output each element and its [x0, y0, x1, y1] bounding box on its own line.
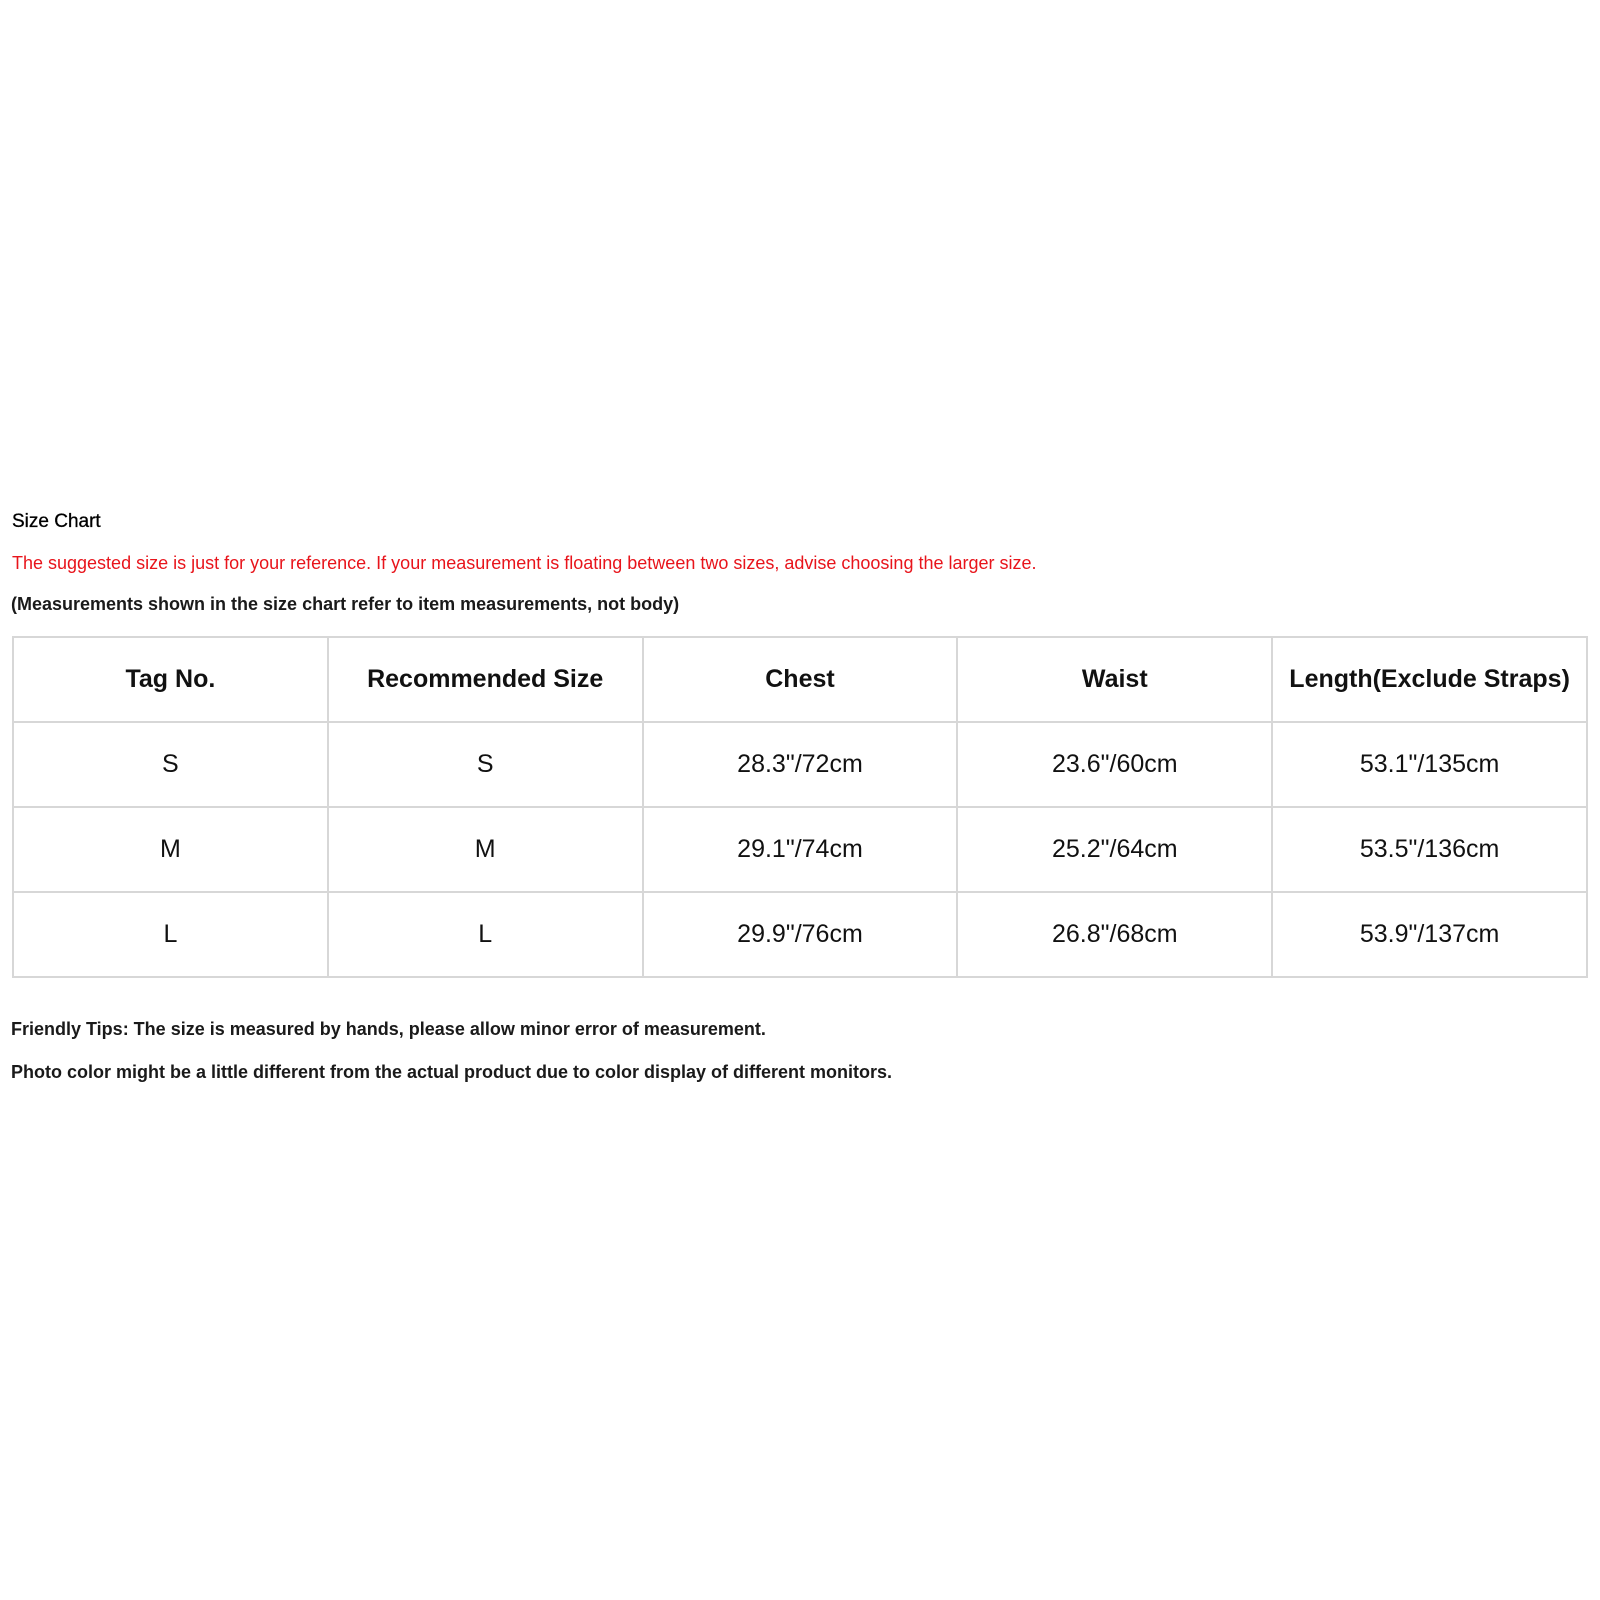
cell-tag-no: M [13, 807, 328, 892]
cell-waist: 25.2"/64cm [957, 807, 1272, 892]
column-header-chest: Chest [643, 637, 958, 722]
column-header-waist: Waist [957, 637, 1272, 722]
cell-length: 53.1"/135cm [1272, 722, 1587, 807]
table-row [13, 892, 1587, 977]
cell-tag-no: S [13, 722, 328, 807]
cell-waist: 23.6"/60cm [957, 722, 1272, 807]
size-chart-table [12, 636, 1588, 978]
cell-recommended-size: M [328, 807, 643, 892]
photo-color-note: Photo color might be a little different from the actual product due to color display of different monitors. [11, 1062, 893, 1082]
cell-chest: 29.1"/74cm [643, 807, 958, 892]
size-notice: The suggested size is just for your reference. If your measurement is floating between two sizes, advise choosing the larger size. [12, 553, 1037, 573]
cell-tag-no: L [13, 892, 328, 977]
column-header-tag-no: Tag No. [13, 637, 328, 722]
cell-recommended-size: L [328, 892, 643, 977]
page-title: Size Chart [12, 511, 101, 532]
column-header-length: Length(Exclude Straps) [1272, 637, 1587, 722]
cell-length: 53.5"/136cm [1272, 807, 1587, 892]
cell-waist: 26.8"/68cm [957, 892, 1272, 977]
table-header-row [13, 637, 1587, 722]
column-header-recommended-size: Recommended Size [328, 637, 643, 722]
measurement-note: (Measurements shown in the size chart refer to item measurements, not body) [11, 594, 680, 614]
cell-chest: 28.3"/72cm [643, 722, 958, 807]
cell-recommended-size: S [328, 722, 643, 807]
friendly-tip: Friendly Tips: The size is measured by hands, please allow minor error of measurement. [11, 1019, 766, 1039]
table-row [13, 722, 1587, 807]
table-row [13, 807, 1587, 892]
cell-chest: 29.9"/76cm [643, 892, 958, 977]
cell-length: 53.9"/137cm [1272, 892, 1587, 977]
